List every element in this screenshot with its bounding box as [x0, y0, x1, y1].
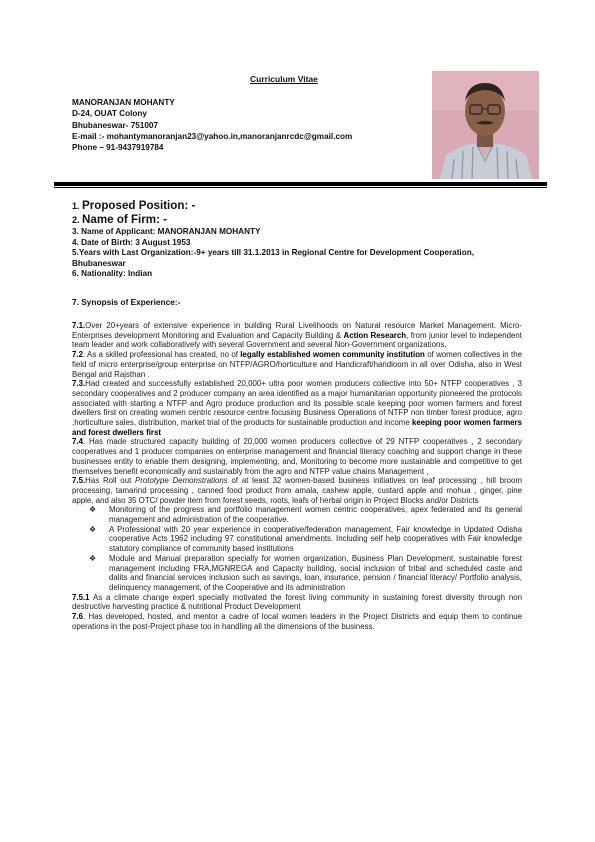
applicant-name: MANORANJAN MOHANTY	[72, 98, 175, 107]
cv-title: Curriculum Vitae	[250, 74, 318, 84]
diamond-bullet-icon: ❖	[89, 505, 97, 515]
para-number: 7.1.	[72, 321, 86, 330]
list-item	[72, 554, 522, 593]
para-text: . Has developed, hosted, and mentor a cadre of local women leaders in the Project Districts and equip them to continue operations in the post-Project phase too in handling all the dimensions of the business.	[72, 612, 522, 631]
list-item	[72, 505, 522, 524]
nationality-heading: 6. Nationality: Indian	[72, 269, 153, 278]
para-italic: Prototype Demonstrations	[134, 476, 228, 486]
para-text: of at least 32 women-based business initiatives on leaf processing , hill broom processing, tamarind processing , canned food product from amala, cashew apple, custard apple and mohua , ginger, pine apple, and also 35 OTC/ powder item from forest seeds, roots, leafs of herbal origin in Project Blocks and/or Districts	[72, 476, 522, 505]
proposed-position	[72, 199, 522, 213]
para-text: Over 20+years of extensive experience in building Rural Livelihoods on Natural resource Market Management. Micro-Enterprises development Monitoring and Evaluation and Capacity Building &	[72, 321, 522, 340]
header-rule	[54, 182, 547, 186]
para-bold: keeping poor women farmers and forest dwellers first	[72, 418, 522, 437]
para-text: . Has made structured capacity building of 20,000 women producers collective of 29 NTFP cooperatives , 2 secondary cooperatives and 1 producer companies on enterprise management and financial literacy coaching and support change in these businesses entity to enable them designing, implementing, and, Monitoring to become more sustainable and competitive to get themselves benefit economically and sustainably from the agro and NTFP value chains Management ,	[72, 437, 522, 476]
heading-text: Proposed Position: -	[82, 199, 196, 212]
phone-line: Phone – 91-9437919784	[72, 143, 164, 153]
heading-text: Name of Firm: -	[82, 213, 168, 226]
diamond-bullet-icon: ❖	[89, 524, 97, 534]
synopsis-heading: 7. Synopsis of Experience:-	[72, 297, 181, 307]
email-line: E-mail :- mohantymanoranjan23@yahoo.in,manoranjanrcdc@gmail.com	[72, 131, 353, 141]
header-rule-thin	[54, 187, 547, 188]
synopsis-body	[72, 321, 522, 632]
para-7-4	[72, 437, 522, 476]
dob-heading: 4. Date of Birth: 3 August 1953	[72, 237, 191, 247]
para-text: of women collectives in the field of micro enterprise/group enterprise on NTFP/AGRO/horticulture and Handicraft/handloom in all over Odisha, also in West Bengal and Rajsthan .	[72, 350, 522, 379]
para-bold: legally established women community institution	[240, 350, 425, 360]
para-7-5-1	[72, 593, 522, 612]
para-text: Had created and successfully established 20,000+ ultra poor women producers collective into 50+ NTFP cooperatives , 3 secondary cooperatives and 2 producer company an area identified as a major humanitarian opportunity pioneered the protocols associated with starting a NTFP and Agro produce production and its possible scale keeping poor women farmers and forest dwellers first on creating women centric resource centre focusing Business Operations of NTFP non timber forest produce, agro ,horticulture sales, distribution, market trial of the products for sustainable production and income	[72, 379, 522, 428]
para-number: 7.6	[72, 612, 83, 622]
person-photo	[432, 71, 539, 179]
para-7-2	[72, 350, 522, 379]
bullet-list	[72, 505, 522, 592]
para-7-1	[72, 321, 522, 350]
para-bold: Action Research	[343, 330, 407, 340]
bullet-text: A Professional with 20 year experience in cooperative/federation management, Fair knowledge in Updated Odisha cooperative Acts 1962 including 97 constitutional amendments. Including self help cooperatives with Fair knowledge statutory compliance of community based institutions	[109, 524, 522, 554]
bullet-text: Module and Manual preparation specially for women organization, Business Plan Development, sustainable forest management including FRA,MGNREGA and Capacity building, social inclusion of tribal and scheduled caste and dalits and financial services inclusion such as savings, loan, insurance, pension / financial literacy/ Portfolio analysis, delinquency management, of the Cooperative and its administration	[109, 553, 522, 592]
para-text: As a climate change expert specially motivated the forest living community in sustaining forest diversity through non destructive harvesting practice & nutritional Product Development	[72, 592, 522, 612]
para-number: 7.5.	[72, 476, 86, 486]
para-number: 7.5.1	[72, 592, 90, 602]
address-line-1: D-24, OUAT Colony	[72, 109, 147, 119]
para-text: . As a skilled professional has created, no of	[82, 350, 241, 360]
para-7-6	[72, 612, 522, 631]
bullet-text: Monitoring of the progress and portfolio management women centric cooperatives, apex federated and its general management and administration of the cooperative.	[109, 505, 522, 525]
para-text: , from junior level to independent team leader and work collaboratively with several Government and several Non-Government organizations,	[72, 330, 522, 350]
para-number: 7.4	[72, 437, 83, 447]
heading-number: 1.	[72, 201, 83, 211]
para-number: 7.2	[72, 350, 83, 360]
para-text: Has Roll out	[85, 476, 135, 486]
para-7-5	[72, 476, 522, 505]
years-heading: 5.Years with Last Organization:-9+ years till 31.1.2013 in Regional Centre for Development Cooperation, Bhubaneswar	[72, 248, 474, 268]
heading-number: 2.	[72, 215, 83, 225]
para-number: 7.3.	[72, 379, 86, 389]
contact-block	[72, 97, 352, 153]
firm-name	[72, 213, 522, 227]
para-7-3	[72, 379, 522, 437]
applicant-heading: 3. Name of Applicant: MANORANJAN MOHANTY	[72, 227, 261, 236]
personal-details	[72, 199, 522, 280]
list-item	[72, 525, 522, 554]
diamond-bullet-icon: ❖	[89, 553, 97, 563]
address-line-2: Bhubaneswar- 751007	[72, 120, 159, 130]
